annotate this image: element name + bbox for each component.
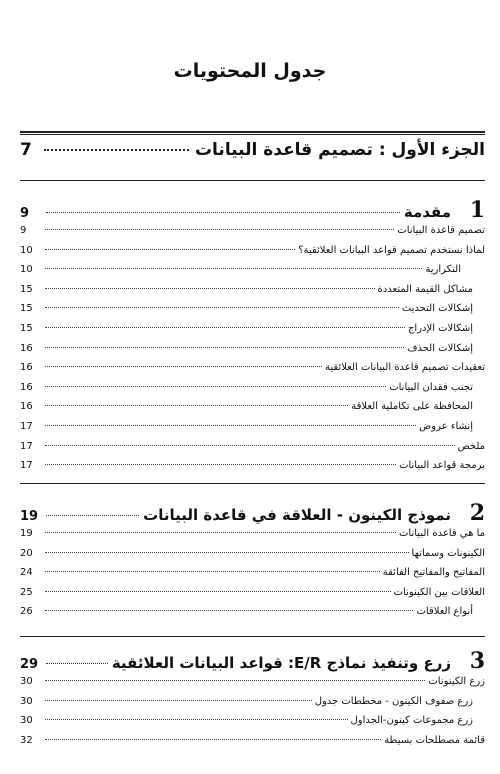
toc-entry[interactable] xyxy=(20,715,485,735)
toc-entry[interactable] xyxy=(20,548,485,568)
entry-page: 16 xyxy=(20,401,33,413)
entry-page: 24 xyxy=(20,567,33,579)
entry-title: المفاتيح والمفاتيح الفائقة xyxy=(382,567,485,579)
entry-page: 32 xyxy=(20,734,33,746)
entry-title: ملخص xyxy=(457,440,485,452)
chapter-number: 3 xyxy=(469,648,485,674)
entry-title: زرع صفوف الكينون - مخططات جدول xyxy=(314,695,473,707)
part-page: 7 xyxy=(20,140,32,160)
entry-page: 17 xyxy=(20,440,33,452)
entry-page: 16 xyxy=(20,381,33,393)
toc-entry[interactable] xyxy=(20,245,485,265)
entry-page: 30 xyxy=(20,695,33,707)
toc-entry[interactable] xyxy=(20,587,485,607)
chapter-page: 29 xyxy=(20,657,39,672)
entry-page: 20 xyxy=(20,547,33,559)
chapter-title: نموذج الكينون - العلاقة في قاعدة البيانات xyxy=(143,506,451,524)
leader-dots xyxy=(45,719,348,720)
page-title: جدول المحتويات xyxy=(173,60,327,82)
entry-title: تصميم قاعدة البيانات xyxy=(397,225,485,236)
leader-dots xyxy=(45,268,422,269)
entry-page: 10 xyxy=(20,264,33,276)
leader-dots xyxy=(45,552,409,553)
chapter-number: 1 xyxy=(469,197,485,223)
entry-page: 19 xyxy=(20,528,33,539)
part-heading[interactable] xyxy=(20,140,485,170)
toc-entry[interactable] xyxy=(20,421,485,441)
toc-entry[interactable] xyxy=(20,441,485,461)
toc-entry[interactable] xyxy=(20,382,485,402)
entry-title: زرع مجموعات كينون-الجداول xyxy=(350,715,473,727)
leader-dots xyxy=(45,532,396,533)
entry-page: 15 xyxy=(20,283,33,295)
toc-entry[interactable] xyxy=(20,401,485,421)
entry-page: 15 xyxy=(20,303,33,315)
chapter-1 xyxy=(20,197,485,480)
chapter-number: 2 xyxy=(469,500,485,526)
chapter-heading[interactable] xyxy=(20,648,485,676)
entry-page: 16 xyxy=(20,342,33,354)
leader-dots xyxy=(45,307,399,308)
entry-title: أنواع العلاقات xyxy=(416,606,473,618)
header-top-rule xyxy=(20,131,485,133)
entry-title: تعقيدات تصميم قاعدة البيانات العلائقية xyxy=(324,362,485,374)
entry-page: 17 xyxy=(20,460,33,472)
entry-page: 30 xyxy=(20,676,33,687)
entry-page: 10 xyxy=(20,244,33,256)
entry-title: لماذا نستخدم تصميم قواعد البيانات العلائقية؟ xyxy=(298,244,485,256)
leader-dots xyxy=(45,405,348,406)
toc-entry[interactable] xyxy=(20,303,485,323)
entry-title: المحافظة على تكاملية العلاقة xyxy=(351,401,473,413)
entry-title: الكينونات وسماتها xyxy=(411,547,485,559)
leader-dots xyxy=(45,249,295,250)
leader-dots xyxy=(44,149,189,151)
toc-entry[interactable] xyxy=(20,735,485,755)
toc-entry[interactable] xyxy=(20,696,485,716)
leader-dots xyxy=(45,591,391,592)
toc-entry[interactable] xyxy=(20,323,485,343)
leader-dots xyxy=(45,386,386,387)
chapter-heading[interactable] xyxy=(20,500,485,528)
leader-dots xyxy=(45,229,394,230)
header-inner-rule xyxy=(20,134,485,135)
entry-page: 17 xyxy=(20,420,33,432)
toc-entry[interactable] xyxy=(20,362,485,382)
entry-title: قائمة مصطلحات بسيطة xyxy=(384,734,485,746)
part-rule xyxy=(20,180,485,181)
leader-dots xyxy=(45,288,375,289)
chapter-title: مقدمة xyxy=(403,203,451,221)
entry-title: مشاكل القيمة المتعددة xyxy=(377,283,473,295)
toc-entry[interactable] xyxy=(20,567,485,587)
toc-entry[interactable] xyxy=(20,225,485,245)
leader-dots xyxy=(45,327,405,328)
entry-title: إشكالات التحديث xyxy=(401,303,473,315)
toc-entry[interactable] xyxy=(20,264,485,284)
entry-title: برمجة قواعد البيانات xyxy=(399,460,485,472)
entry-title: التكرارية xyxy=(425,264,461,276)
entry-title: إشكالات الحذف xyxy=(407,342,473,354)
chapter-page: 9 xyxy=(20,206,30,221)
entry-page: 30 xyxy=(20,715,33,727)
entry-title: زرع الكينونات xyxy=(428,676,485,687)
chapter-2-rule xyxy=(20,636,485,637)
leader-dots xyxy=(46,663,108,664)
entry-title: تجنب فقدان البيانات xyxy=(389,381,473,393)
toc-entry[interactable] xyxy=(20,284,485,304)
entry-title: العلاقات بين الكينونات xyxy=(393,586,485,598)
entry-page: 15 xyxy=(20,322,33,334)
entry-page: 16 xyxy=(20,362,33,374)
entry-page: 25 xyxy=(20,586,33,598)
chapter-3 xyxy=(20,648,485,754)
chapter-heading[interactable] xyxy=(20,197,485,225)
chapter-1-rule xyxy=(20,483,485,484)
leader-dots xyxy=(46,212,400,213)
entry-title: إشكالات الإدراج xyxy=(407,322,473,334)
leader-dots xyxy=(46,515,139,516)
toc-entry[interactable] xyxy=(20,343,485,363)
leader-dots xyxy=(45,739,381,740)
leader-dots xyxy=(45,366,322,367)
chapter-title: زرع وتنفيذ نماذج E/R: قواعد البيانات العلائقية xyxy=(111,654,451,672)
chapter-page: 19 xyxy=(20,509,39,524)
entry-page: 26 xyxy=(20,606,33,618)
toc-entry[interactable] xyxy=(20,528,485,548)
entry-title: إنشاء عروض xyxy=(419,420,473,432)
part-title: الجزء الأول : تصميم قاعدة البيانات xyxy=(194,140,485,160)
entry-title: ما هي قاعدة البيانات xyxy=(399,528,485,539)
chapter-2 xyxy=(20,500,485,626)
leader-dots xyxy=(45,571,380,572)
leader-dots xyxy=(45,425,416,426)
leader-dots xyxy=(45,445,455,446)
leader-dots xyxy=(45,347,404,348)
toc-entry[interactable] xyxy=(20,460,485,480)
toc-entry[interactable] xyxy=(20,676,485,696)
toc-entry[interactable] xyxy=(20,606,485,626)
leader-dots xyxy=(45,610,413,611)
leader-dots xyxy=(45,680,425,681)
leader-dots xyxy=(45,700,312,701)
entry-page: 9 xyxy=(20,225,27,236)
leader-dots xyxy=(45,464,396,465)
